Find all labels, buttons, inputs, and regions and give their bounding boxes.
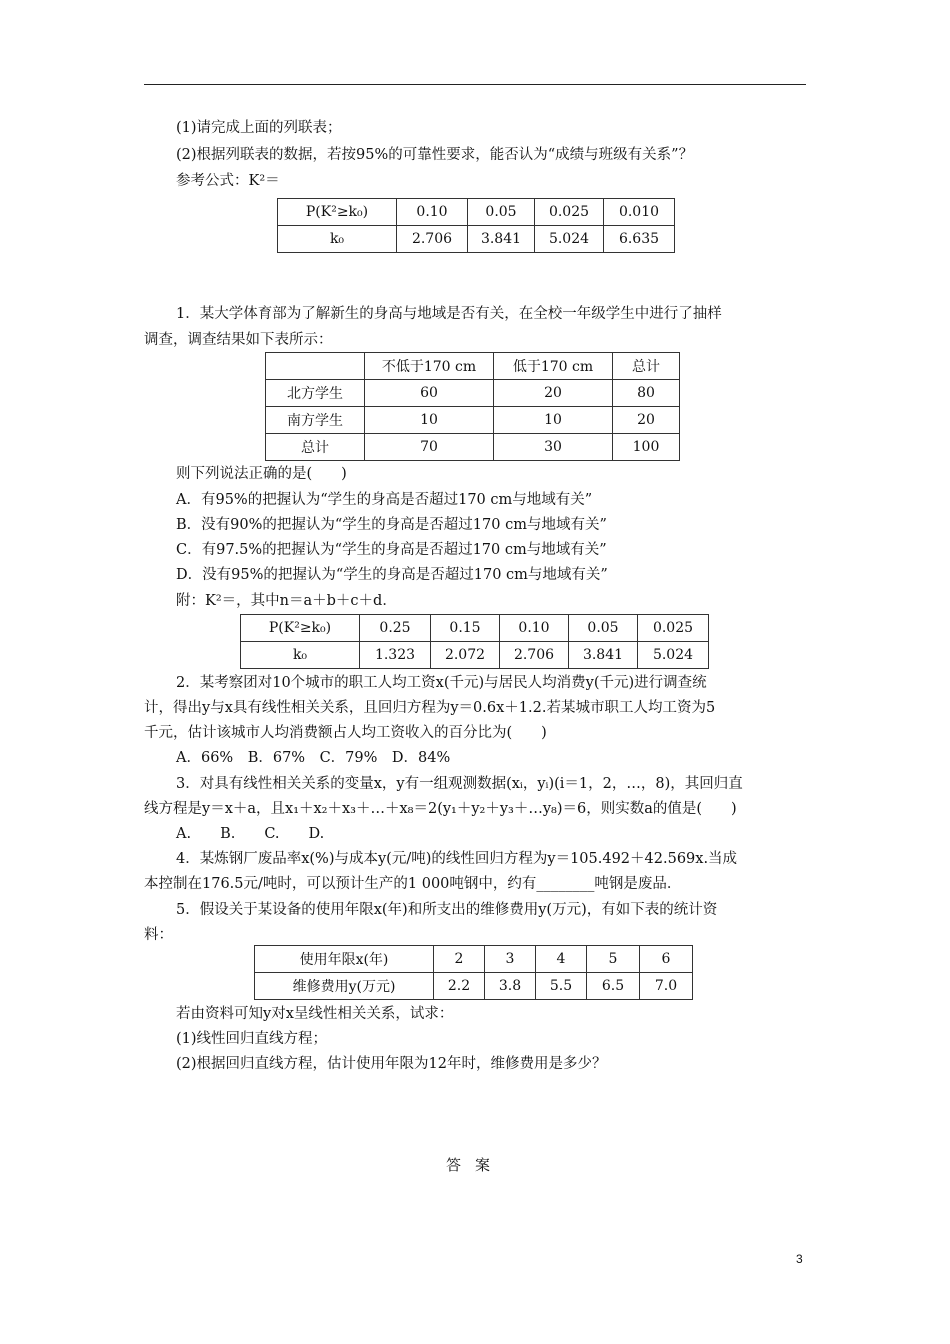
table-cell: 3.841 <box>569 642 638 669</box>
table-cell: 70 <box>365 434 494 461</box>
table-cell: 100 <box>613 434 680 461</box>
maintenance-cost-table <box>254 945 693 1000</box>
table-cell: 3 <box>485 946 536 973</box>
question-4-text: 4．某炼钢厂废品率x(%)与成本y(元/吨)的线性回归方程为y＝105.492＋42.569x.当成 <box>176 851 738 867</box>
table-cell: 2.706 <box>397 226 468 253</box>
option-b: B．没有90%的把握认为“学生的身高是否超过170 cm与地域有关” <box>176 517 607 533</box>
table-cell: 6.5 <box>587 973 640 1000</box>
question-2-text: 2．某考察团对10个城市的职工人均工资x(千元)与居民人均消费y(千元)进行调查统 <box>176 675 707 691</box>
question-3-text: 3．对具有线性相关关系的变量x，y有一组观测数据(xᵢ，yᵢ)(i＝1，2，…，8)，其回归直 <box>176 776 743 792</box>
table-cell: 20 <box>613 407 680 434</box>
table-cell: 6 <box>640 946 693 973</box>
question-5-text: 5．假设关于某设备的使用年限x(年)和所支出的维修费用y(万元)，有如下表的统计资 <box>176 902 718 918</box>
table-cell: 0.025 <box>535 199 604 226</box>
question-1-text: 1．某大学体育部为了解新生的身高与地域是否有关，在全校一年级学生中进行了抽样 <box>176 306 722 322</box>
table-cell: 60 <box>365 380 494 407</box>
table-cell: 5 <box>587 946 640 973</box>
table-cell: 7.0 <box>640 973 693 1000</box>
question-1-text: 调查，调查结果如下表所示： <box>144 332 333 348</box>
table-cell: 10 <box>365 407 494 434</box>
question-5-text: 料： <box>144 927 173 943</box>
table-cell: 总计 <box>266 434 365 461</box>
header-rule <box>144 84 806 85</box>
table-cell: 1.323 <box>360 642 431 669</box>
table-cell: 2.706 <box>500 642 569 669</box>
question-2-text: 千元，估计该城市人均消费额占人均工资收入的百分比为( ) <box>144 725 547 741</box>
table-cell: 5.5 <box>536 973 587 1000</box>
table-cell: 3.8 <box>485 973 536 1000</box>
table-cell: 0.15 <box>431 615 500 642</box>
table-cell: 0.05 <box>569 615 638 642</box>
table-cell: 30 <box>494 434 613 461</box>
table-cell: 0.010 <box>604 199 675 226</box>
table-cell: 低于170 cm <box>494 353 613 380</box>
table-cell: 4 <box>536 946 587 973</box>
page-number: 3 <box>796 1252 803 1266</box>
table-cell: 3.841 <box>468 226 535 253</box>
question-2-text: 计，得出y与x具有线性相关关系，且回归方程为y＝0.6x＋1.2.若某城市职工人均工资为5 <box>144 700 716 716</box>
table-cell: k₀ <box>278 226 397 253</box>
text-line: (1)请完成上面的列联表； <box>176 120 342 136</box>
table-cell: 6.635 <box>604 226 675 253</box>
critical-value-table <box>277 198 675 253</box>
table-cell: 2.2 <box>434 973 485 1000</box>
table-cell: 20 <box>494 380 613 407</box>
table-cell: 5.024 <box>535 226 604 253</box>
table-cell: 2 <box>434 946 485 973</box>
text-line: 参考公式：K²＝ <box>176 173 280 189</box>
question-5-text: 若由资料可知y对x呈线性相关关系，试求： <box>176 1006 454 1022</box>
table-cell: 0.10 <box>500 615 569 642</box>
height-region-table <box>265 352 680 461</box>
table-cell: 10 <box>494 407 613 434</box>
table-cell: 使用年限x(年) <box>255 946 434 973</box>
option-d: D．没有95%的把握认为“学生的身高是否超过170 cm与地域有关” <box>176 567 608 583</box>
table-cell: 2.072 <box>431 642 500 669</box>
table-cell: k₀ <box>241 642 360 669</box>
answer-heading: 答案 <box>445 1156 504 1174</box>
table-cell: 0.025 <box>638 615 709 642</box>
option-a: A．有95%的把握认为“学生的身高是否超过170 cm与地域有关” <box>176 492 593 508</box>
table-cell: 0.10 <box>397 199 468 226</box>
table-cell: P(K²≥k₀) <box>278 199 397 226</box>
appendix-note: 附：K²＝，其中n＝a＋b＋c＋d． <box>176 593 397 609</box>
appendix-critical-table <box>240 614 709 669</box>
table-cell: P(K²≥k₀) <box>241 615 360 642</box>
option-c: C．有97.5%的把握认为“学生的身高是否超过170 cm与地域有关” <box>176 542 607 558</box>
table-cell <box>266 353 365 380</box>
question-5-sub-1: (1)线性回归直线方程； <box>176 1031 328 1047</box>
table-cell: 5.024 <box>638 642 709 669</box>
table-cell: 0.05 <box>468 199 535 226</box>
question-3-options: A. B. C. D. <box>176 826 325 842</box>
table-cell: 南方学生 <box>266 407 365 434</box>
text-line: (2)根据列联表的数据，若按95%的可靠性要求，能否认为“成绩与班级有关系”？ <box>176 147 694 163</box>
table-cell: 不低于170 cm <box>365 353 494 380</box>
table-cell: 北方学生 <box>266 380 365 407</box>
question-2-options: A．66% B．67% C．79% D．84% <box>176 750 451 766</box>
question-3-text: 线方程是y＝x＋a，且x₁＋x₂＋x₃＋…＋x₈＝2(y₁＋y₂＋y₃＋…y₈)＝6，则实数a的值是( ) <box>144 801 737 817</box>
table-cell: 80 <box>613 380 680 407</box>
question-1-stem: 则下列说法正确的是( ) <box>176 466 347 482</box>
table-cell: 维修费用y(万元) <box>255 973 434 1000</box>
question-5-sub-2: (2)根据回归直线方程，估计使用年限为12年时，维修费用是多少？ <box>176 1056 607 1072</box>
table-cell: 0.25 <box>360 615 431 642</box>
table-cell: 总计 <box>613 353 680 380</box>
question-4-text: 本控制在176.5元/吨时，可以预计生产的1 000吨钢中，约有________吨钢是废品． <box>144 876 682 892</box>
